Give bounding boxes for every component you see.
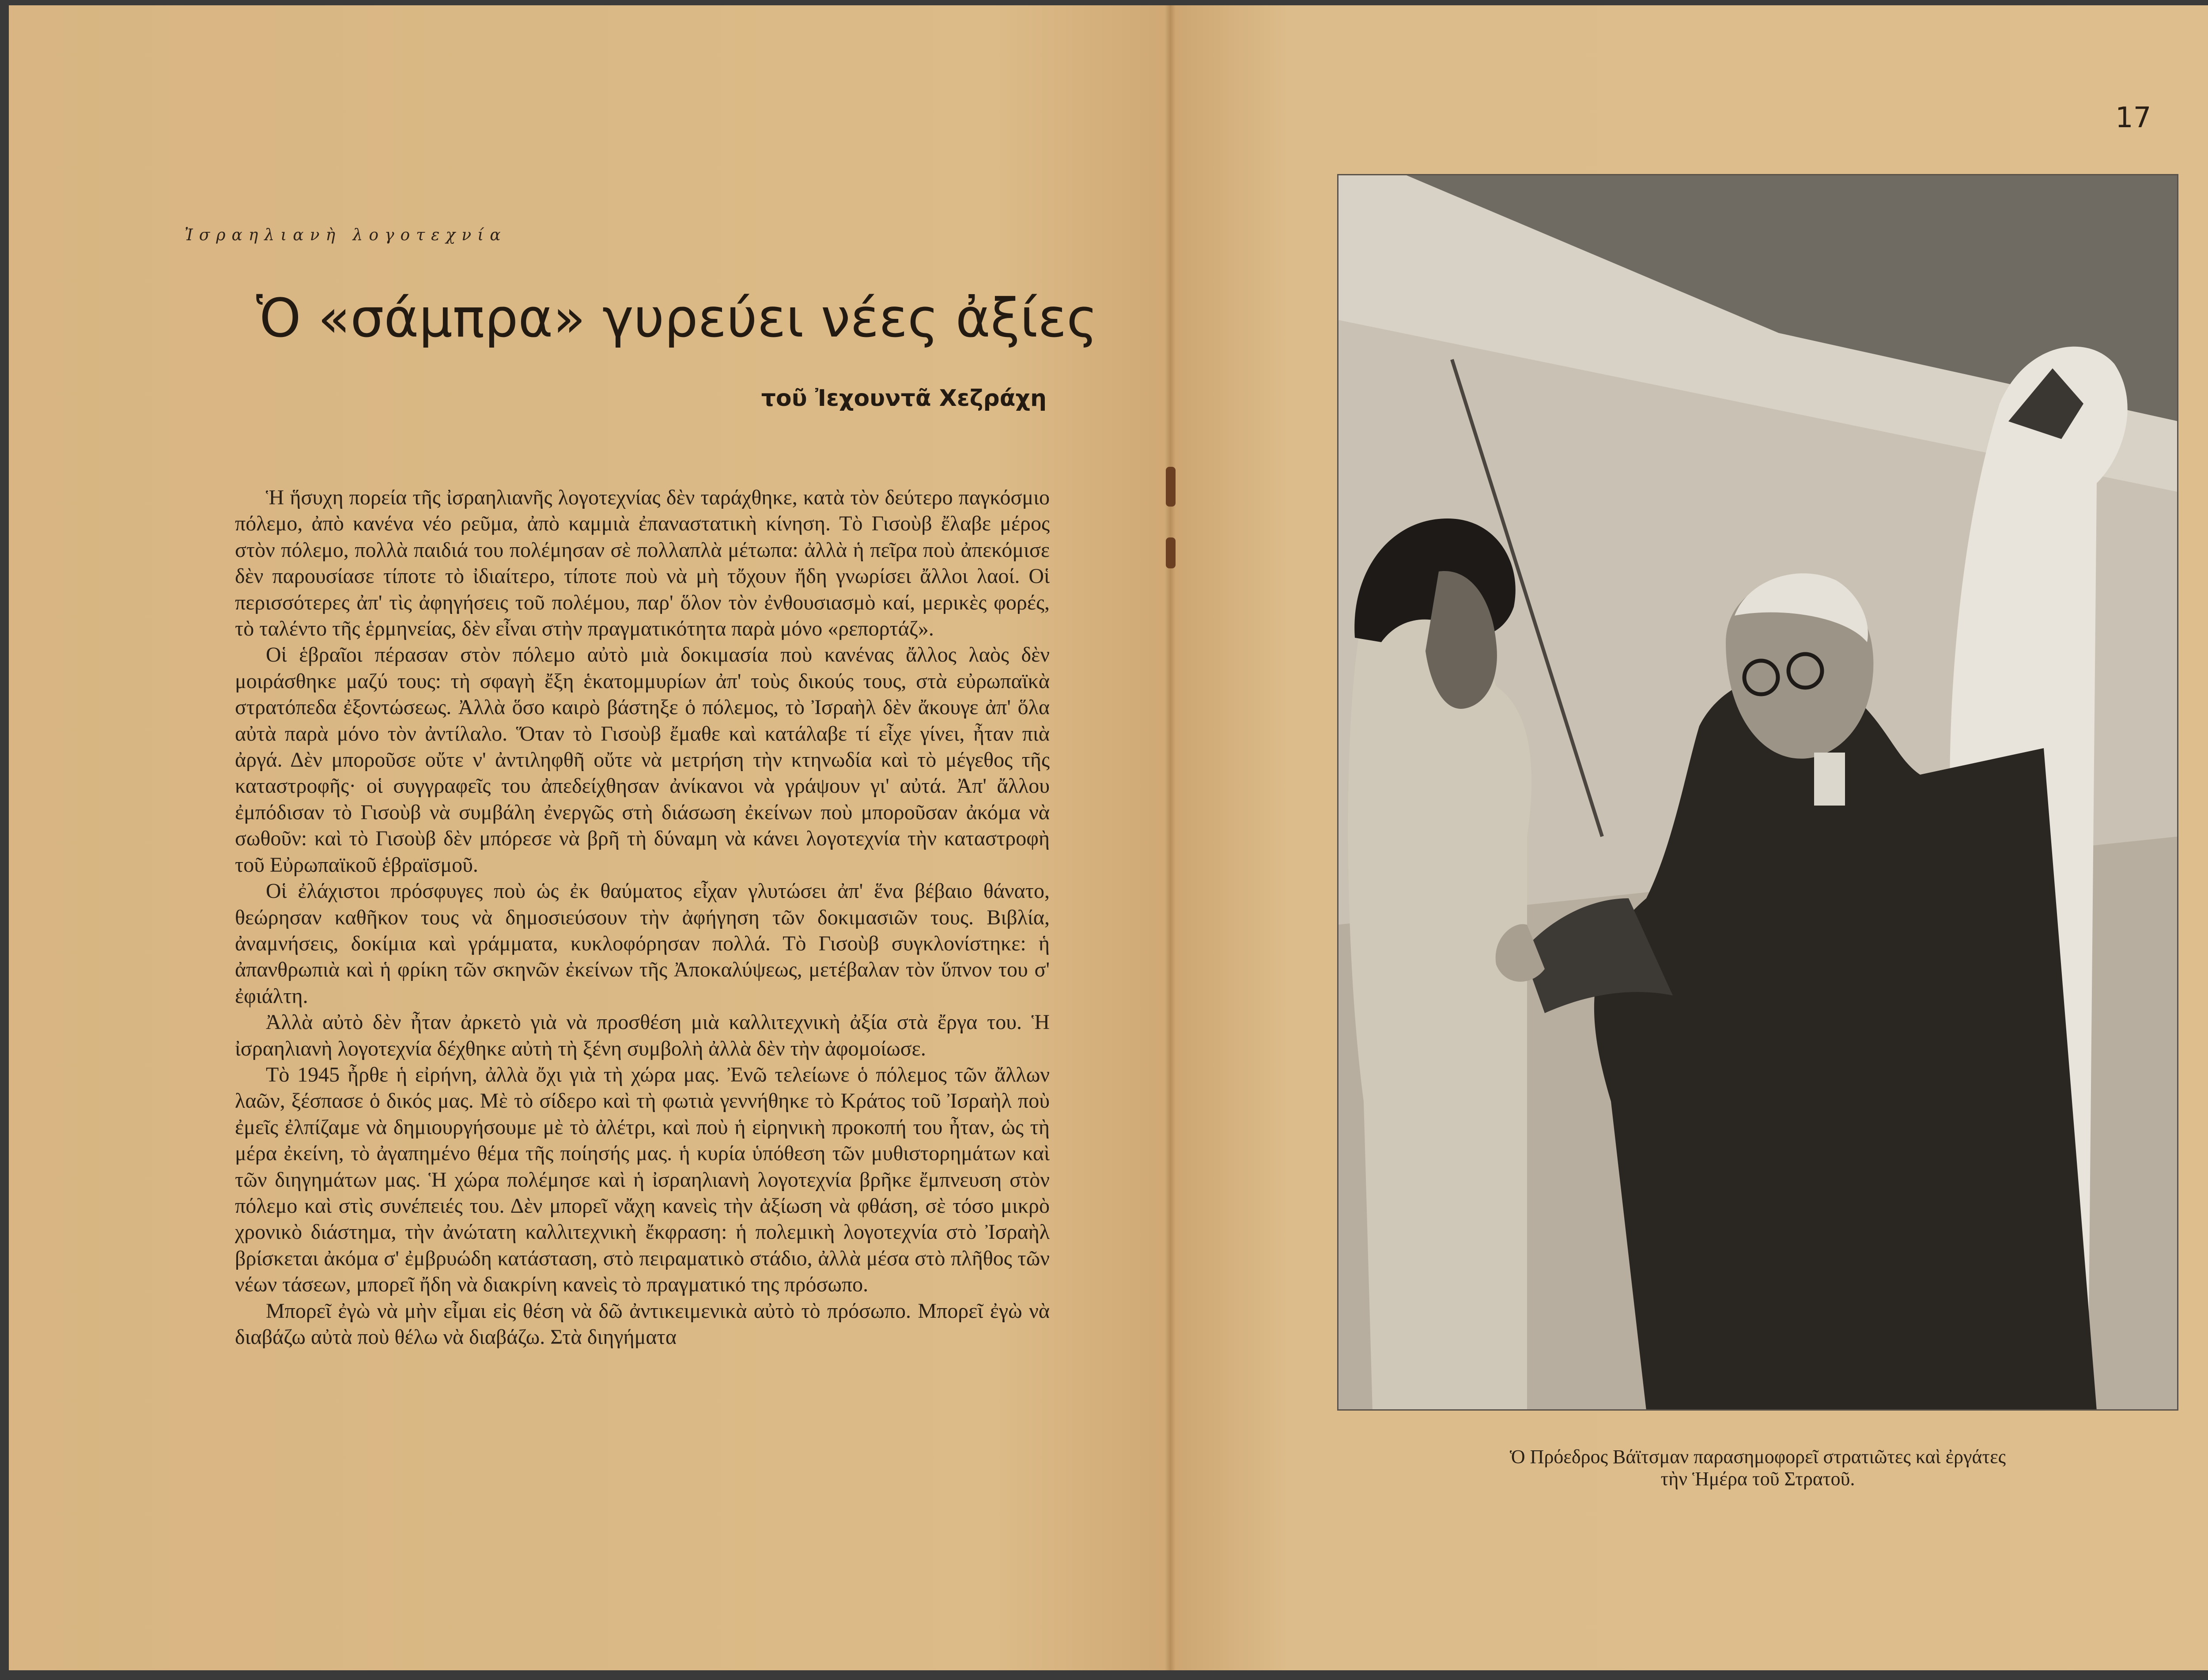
- magazine-spread: [9, 5, 2208, 1670]
- caption-line: τὴν Ἡμέρα τοῦ Στρατοῦ.: [1660, 1468, 1855, 1490]
- right-page: [1170, 5, 2208, 1670]
- paragraph: Μπορεῖ ἐγὼ νὰ μὴν εἶμαι εἰς θέση νὰ δῶ ἀντικειμενικὰ αὐτὸ τὸ πρόσωπο. Μπορεῖ ἐγὼ νὰ διαβάζω αὐτὰ ποὺ θέλω νὰ διαβάζω. Στὰ διηγήματα: [235, 1299, 1050, 1349]
- article-title: Ὁ «σάμπρα» γυρεύει νέες ἀξίες: [256, 288, 1098, 349]
- paragraph: Οἱ ἑβραῖοι πέρασαν στὸν πόλεμο αὐτὸ μιὰ δοκιμασία ποὺ κανένας ἄλλος λαὸς δὲν μοιράσθηκε μαζύ τους: τὴ σφαγὴ ἔξη ἑκατομμυρίων ἀπ' τοὺς δικούς τους, στὰ εὐρωπαϊκὰ στρατόπεδα ἐξοντώσεως. Ἀλλὰ ὅσο καιρὸ βάστηξε ὁ πόλεμος, τὸ Ἰσραὴλ δὲν ἄκουγε ἀπ' ὅλα αὐτὰ παρὰ μόνο τὸν ἀντίλαλο. Ὅταν τὸ Γισοὺβ ἔμαθε καὶ κατάλαβε τί εἶχε γίνει, ἦταν πιὰ ἀργά. Δὲν μποροῦσε οὔτε ν' ἀντιληφθῆ οὔτε νὰ μετρήση τὴν κτηνωδία καὶ τὸ μέγεθος τῆς καταστροφῆς· οἱ συγγραφεῖς του ἀπεδείχθησαν ἀνίκανοι νὰ γράψουν γι' αὐτά. Ἀπ' ἄλλου ἐμπόδισαν τὸ Γισοὺβ νὰ συμβάλη ἐνεργῶς στὴ διάσωση ἐκείνων ποὺ μποροῦσαν ἀκόμα νὰ σωθοῦν: καὶ τὸ Γισοὺβ δὲν μπόρεσε νὰ βρῆ τὴ δύναμη νὰ κάνει λογοτεχνία τὴν καταστροφὴ τοῦ Εὐρωπαϊκοῦ ἑβραϊσμοῦ.: [235, 643, 1050, 877]
- photograph-illustration: [1337, 174, 2178, 1411]
- paragraph: Ἡ ἥσυχη πορεία τῆς ἰσραηλιανῆς λογοτεχνίας δὲν ταράχθηκε, κατὰ τὸν δεύτερο παγκόσμιο πόλεμο, ἀπὸ κανένα νέο ρεῦμα, ἀπὸ καμμιὰ ἐπαναστατικὴ κίνηση. Τὸ Γισοὺβ ἔλαβε μέρος στὸν πόλεμο, πολλὰ παιδιά του πολέμησαν σὲ πολλαπλὰ μέτωπα: ἀλλὰ ἡ πεῖρα ποὺ ἀπεκόμισε δὲν παρουσίασε τίποτε τὸ ἰδιαίτερο, τίποτε ποὺ νὰ μὴ τὄχουν ἤδη γνωρίσει ἄλλοι λαοί. Οἱ περισσότερες ἀπ' τὶς ἀφηγήσεις τοῦ πολέμου, παρ' ὅλον τὸν ἐνθουσιασμὸ καί, μερικὲς φορές, τὸ ταλέντο τῆς ἑρμηνείας, δὲν εἶναι στὴν πραγματικότητα παρὰ μόνο «ρεπορτάζ».: [235, 486, 1050, 641]
- left-page: [9, 5, 1170, 1670]
- staple: [1166, 537, 1176, 568]
- byline: τοῦ Ἰεχουντᾶ Χεζράχη: [761, 385, 1047, 412]
- staple: [1166, 467, 1176, 507]
- page-number: 17: [2115, 102, 2151, 134]
- photograph: [1337, 174, 2178, 1411]
- page-gutter: [1165, 5, 1176, 1670]
- paragraph: Τὸ 1945 ἦρθε ἡ εἰρήνη, ἀλλὰ ὄχι γιὰ τὴ χώρα μας. Ἐνῶ τελείωνε ὁ πόλεμος τῶν ἄλλων λαῶν, ξέσπασε ὁ δικός μας. Μὲ τὸ σίδερο καὶ τὴ φωτιὰ γεννήθηκε τὸ Κράτος τοῦ Ἰσραὴλ ποὺ ἐμεῖς ἐλπίζαμε νὰ δημιουργήσουμε μὲ τὸ ἀλέτρι, καὶ ποὺ ἡ εἰρηνικὴ προκοπή του ἦταν, ὡς τὴ μέρα ἐκείνη, τὸ ἀγαπημένο θέμα τῆς ποίησής μας. ἡ κυρία ὑπόθεση τῶν μυθιστορημάτων καὶ τῶν διηγημάτων μας. Ἡ χώρα πολέμησε καὶ ἡ ἰσραηλιανὴ λογοτεχνία βρῆκε ἔμπνευση στὸν πόλεμο καὶ στὶς συνέπειές του. Δὲν μπορεῖ νἄχη κανεὶς τὴν ἀξίωση νὰ φθάση, σὲ τόσο μικρὸ χρονικὸ διάστημα, τὴν ἀνώτατη καλλιτεχνικὴ ἔκφραση: ἡ πολεμικὴ λογοτεχνία στὸ Ἰσραὴλ βρίσκεται ἀκόμα σ' ἐμβρυώδη κατάσταση, στὸ πειραματικὸ στάδιο, ἀλλὰ μέσα στὸ πλῆθος τῶν νέων τάσεων, μπορεῖ ἤδη νὰ διακρίνη κανεὶς τὸ πραγματικό της πρόσωπο.: [235, 1063, 1050, 1297]
- paragraph: Ἀλλὰ αὐτὸ δὲν ἦταν ἀρκετὸ γιὰ νὰ προσθέση μιὰ καλλιτεχνικὴ ἀξία στὰ ἔργα του. Ἡ ἰσραηλιανὴ λογοτεχνία δέχθηκε αὐτὴ τὴ ξένη συμβολὴ ἀλλὰ δὲν τὴν ἀφομοίωσε.: [235, 1010, 1050, 1060]
- section-label: Ἰσραηλιανὴ λογοτεχνία: [185, 226, 507, 244]
- article-body: [235, 484, 1050, 1350]
- paragraph: Οἱ ἐλάχιστοι πρόσφυγες ποὺ ὡς ἐκ θαύματος εἶχαν γλυτώσει ἀπ' ἕνα βέβαιο θάνατο, θεώρησαν καθῆκον τους νὰ δημοσιεύσουν τὴν ἀφήγηση τῶν δοκιμασιῶν τους. Βιβλία, ἀναμνήσεις, δοκίμια καὶ γράμματα, κυκλοφόρησαν πολλά. Τὸ Γισοὺβ συγκλονίστηκε: ἡ ἀπανθρωπιὰ καὶ ἡ φρίκη τῶν σκηνῶν ἐκείνων τῆς Ἀποκαλύψεως, μετέβαλαν τὸν ὕπνον του σ' ἐφιάλτη.: [235, 879, 1050, 1008]
- caption-line: Ὁ Πρόεδρος Βάϊτσμαν παρασημοφορεῖ στρατιῶτες καὶ ἐργάτες: [1509, 1446, 2006, 1468]
- photo-caption: [1337, 1446, 2178, 1490]
